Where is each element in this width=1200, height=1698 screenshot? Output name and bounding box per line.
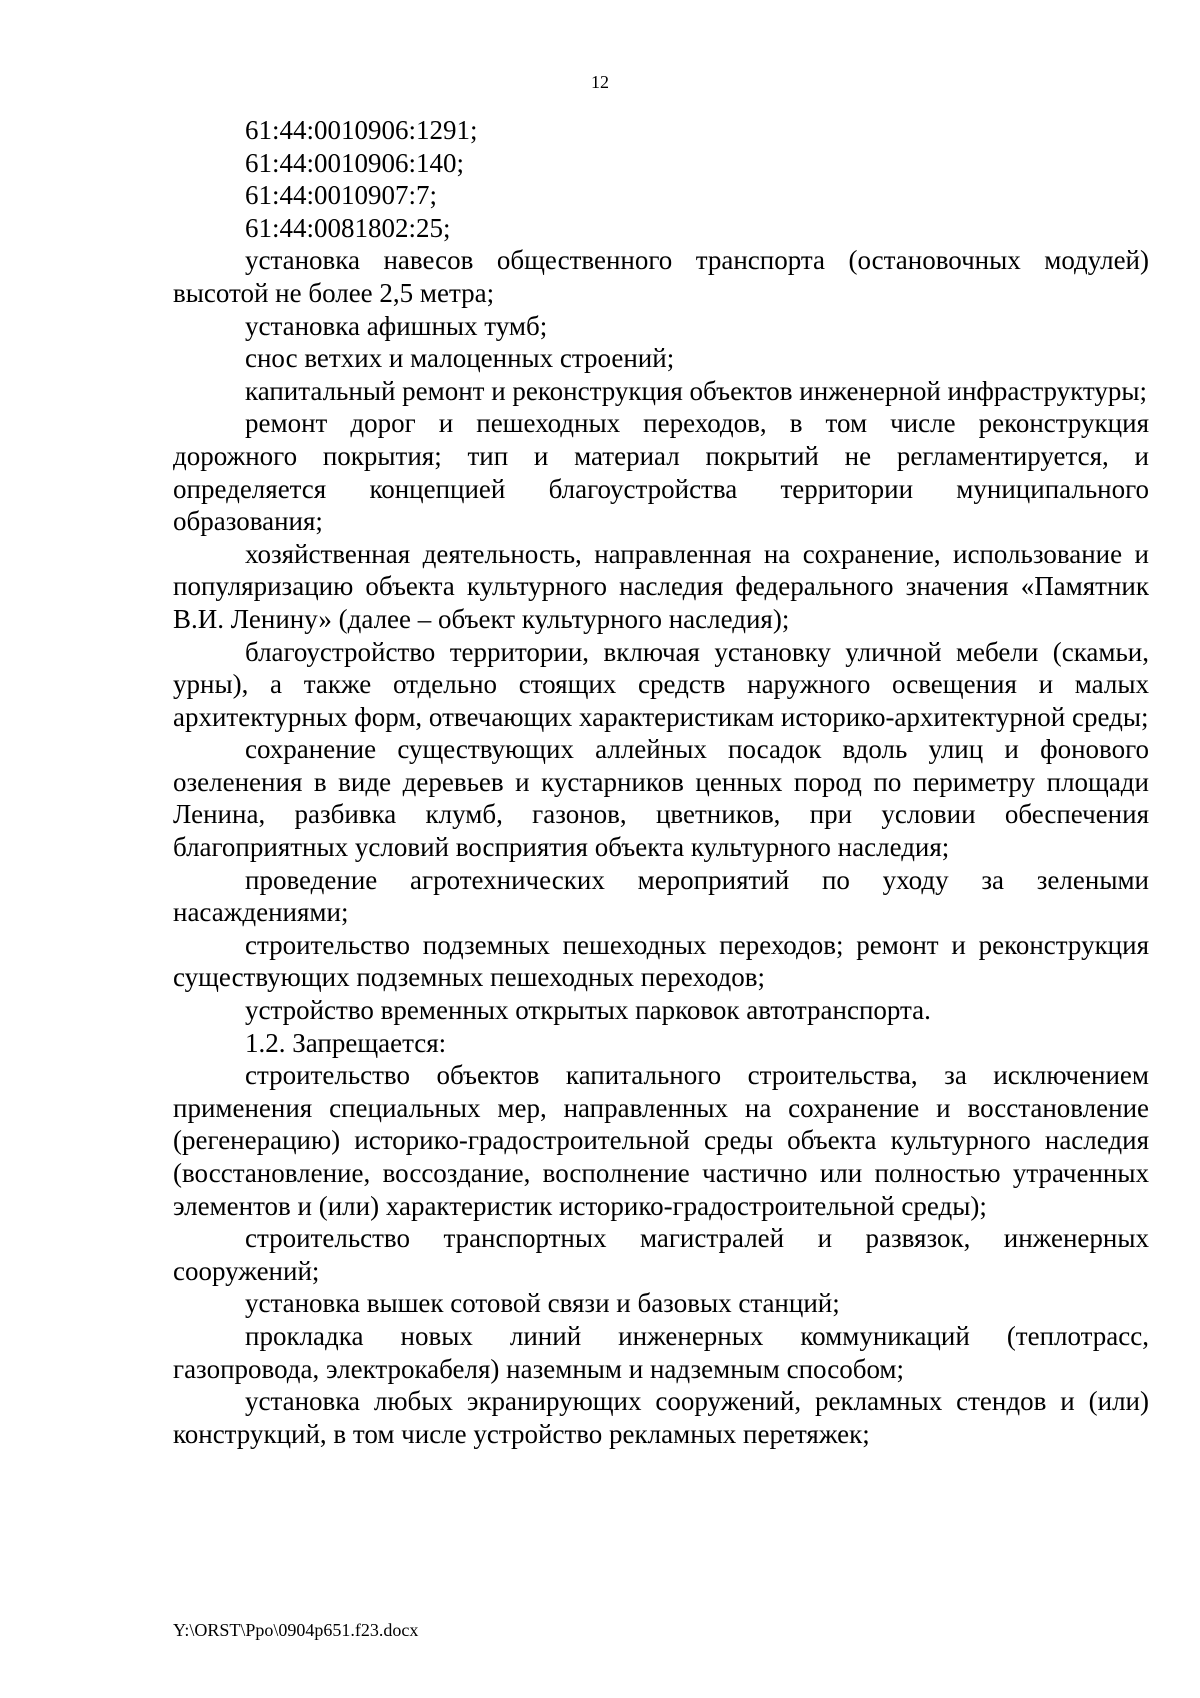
paragraph: установка афишных тумб; (245, 310, 548, 341)
paragraph: проведение агротехнических мероприятий по уходу за зелеными насаждениями; (173, 864, 1149, 928)
paragraph: строительство транспортных магистралей и развязок, инженерных сооружений; (173, 1223, 1149, 1286)
paragraph: снос ветхих и малоценных строений; (245, 343, 675, 374)
paragraph: установка навесов общественного транспорта (остановочных модулей) высотой не более 2,5 метра; (173, 245, 1149, 308)
paragraph: строительство подземных пешеходных переходов; ремонт и реконструкция существующих подземных пешеходных переходов; (173, 929, 1149, 993)
cadastral-number: 61:44:0010907:7; (245, 180, 438, 211)
cadastral-number: 61:44:0010906:1291; (245, 115, 478, 145)
paragraph: хозяйственная деятельность, направленная на сохранение, использование и популяризацию объекта культурного наследия федерального значения «Памятник В.И. Ленину» (далее – объект культурного наследия); (173, 538, 1149, 634)
paragraph: благоустройство территории, включая установку уличной мебели (скамьи, урны), а также отдельно стоящих средств наружного освещения и малых архитектурных форм, отвечающих характеристикам историко-архитектурной среды; (173, 636, 1149, 732)
document-body (173, 114, 1149, 1450)
paragraph: сохранение существующих аллейных посадок вдоль улиц и фонового озеленения в виде деревьев и кустарников ценных пород по периметру площади Ленина, разбивка клумб, газонов, цветников, при условии обеспечения благоприятных условий восприятия объекта культурного наследия; (173, 734, 1149, 863)
cadastral-number: 61:44:0010906:140; (245, 147, 465, 178)
section-heading: 1.2. Запрещается: (245, 1027, 447, 1058)
paragraph: установка любых экранирующих сооружений, рекламных стендов и (или) конструкций, в том числе устройство рекламных перетяжек; (173, 1386, 1149, 1449)
paragraph: ремонт дорог и пешеходных переходов, в том числе реконструкция дорожного покрытия; тип и материал покрытий не регламентируется, и определяется концепцией благоустройства территории муниципального образования; (173, 408, 1149, 537)
paragraph: прокладка новых линий инженерных коммуникаций (теплотрасс, газопровода, электрокабеля) наземным и надземным способом; (173, 1320, 1149, 1384)
paragraph: капитальный ремонт и реконструкция объектов инженерной инфраструктуры; (245, 375, 1148, 406)
footer-file-path: Y:\ORST\Ppo\0904p651.f23.docx (173, 1620, 419, 1640)
paragraph: установка вышек сотовой связи и базовых станций; (245, 1288, 840, 1319)
paragraph: устройство временных открытых парковок автотранспорта. (245, 995, 931, 1026)
page-number: 12 (591, 72, 609, 92)
cadastral-number: 61:44:0081802:25; (245, 212, 451, 243)
paragraph: строительство объектов капитального строительства, за исключением применения специальных мер, направленных на сохранение и восстановление (регенерацию) историко-градостроительной среды объекта культурного наследия (восстановление, воссоздание, восполнение частично или полностью утраченных элементов и (или) характеристик историко-градостроительной среды); (173, 1060, 1149, 1221)
